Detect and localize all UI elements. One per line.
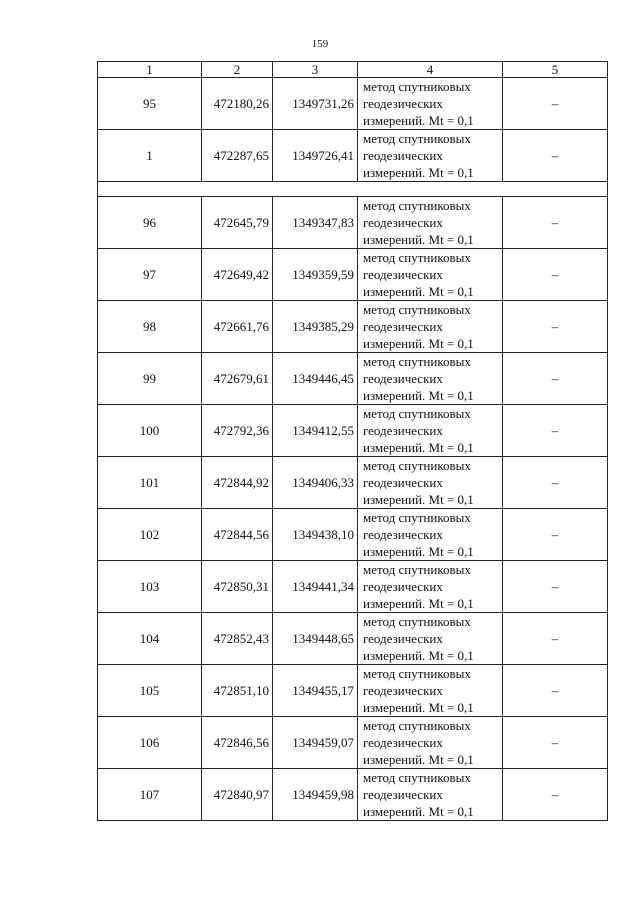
- method-cell: [358, 457, 503, 509]
- note-cell: –: [503, 561, 608, 613]
- table-row: [98, 613, 608, 665]
- point-number-cell: 97: [98, 249, 202, 301]
- method-line: измерений. Mt = 0,1: [363, 232, 474, 247]
- method-line: измерений. Mt = 0,1: [363, 596, 474, 611]
- x-coordinate-cell: 472850,31: [202, 561, 273, 613]
- point-number-cell: 103: [98, 561, 202, 613]
- method-line: метод спутниковых: [363, 198, 471, 213]
- y-coordinate-cell: 1349406,33: [273, 457, 358, 509]
- method-line: геодезических: [363, 631, 443, 646]
- table-row: [98, 561, 608, 613]
- method-line: метод спутниковых: [363, 666, 471, 681]
- y-coordinate-cell: 1349438,10: [273, 509, 358, 561]
- note-cell: –: [503, 130, 608, 182]
- table-body: [98, 78, 608, 821]
- method-line: метод спутниковых: [363, 302, 471, 317]
- table-row: [98, 130, 608, 182]
- y-coordinate-cell: 1349412,55: [273, 405, 358, 457]
- table-row: [98, 301, 608, 353]
- point-number-cell: 98: [98, 301, 202, 353]
- method-line: метод спутниковых: [363, 510, 471, 525]
- note-cell: –: [503, 717, 608, 769]
- x-coordinate-cell: 472645,79: [202, 197, 273, 249]
- method-cell: [358, 353, 503, 405]
- coordinates-table: [97, 61, 608, 821]
- method-cell: [358, 130, 503, 182]
- point-number-cell: 96: [98, 197, 202, 249]
- method-line: метод спутниковых: [363, 250, 471, 265]
- method-line: метод спутниковых: [363, 770, 471, 785]
- method-line: геодезических: [363, 683, 443, 698]
- method-line: метод спутниковых: [363, 406, 471, 421]
- table-row: [98, 78, 608, 130]
- y-coordinate-cell: 1349441,34: [273, 561, 358, 613]
- method-line: измерений. Mt = 0,1: [363, 752, 474, 767]
- y-coordinate-cell: 1349455,17: [273, 665, 358, 717]
- table-row: [98, 665, 608, 717]
- note-cell: –: [503, 613, 608, 665]
- point-number-cell: 100: [98, 405, 202, 457]
- note-cell: –: [503, 509, 608, 561]
- method-line: измерений. Mt = 0,1: [363, 648, 474, 663]
- table-row: [98, 457, 608, 509]
- point-number-cell: 102: [98, 509, 202, 561]
- method-line: измерений. Mt = 0,1: [363, 336, 474, 351]
- method-line: геодезических: [363, 371, 443, 386]
- table-header-row: [98, 62, 608, 78]
- method-line: измерений. Mt = 0,1: [363, 804, 474, 819]
- note-cell: –: [503, 405, 608, 457]
- point-number-cell: 95: [98, 78, 202, 130]
- method-line: метод спутниковых: [363, 79, 471, 94]
- x-coordinate-cell: 472287,65: [202, 130, 273, 182]
- method-line: метод спутниковых: [363, 131, 471, 146]
- method-line: метод спутниковых: [363, 614, 471, 629]
- method-line: геодезических: [363, 215, 443, 230]
- y-coordinate-cell: 1349359,59: [273, 249, 358, 301]
- table-row: [98, 717, 608, 769]
- method-line: метод спутниковых: [363, 354, 471, 369]
- method-line: геодезических: [363, 735, 443, 750]
- method-line: измерений. Mt = 0,1: [363, 544, 474, 559]
- method-line: геодезических: [363, 475, 443, 490]
- method-line: измерений. Mt = 0,1: [363, 113, 474, 128]
- table-row: [98, 353, 608, 405]
- method-line: измерений. Mt = 0,1: [363, 492, 474, 507]
- point-number-cell: 106: [98, 717, 202, 769]
- column-header-2: 2: [202, 62, 273, 78]
- y-coordinate-cell: 1349446,45: [273, 353, 358, 405]
- page-number: 159: [311, 38, 329, 50]
- method-line: геодезических: [363, 96, 443, 111]
- x-coordinate-cell: 472180,26: [202, 78, 273, 130]
- point-number-cell: 107: [98, 769, 202, 821]
- x-coordinate-cell: 472844,56: [202, 509, 273, 561]
- method-line: метод спутниковых: [363, 458, 471, 473]
- method-line: геодезических: [363, 787, 443, 802]
- x-coordinate-cell: 472852,43: [202, 613, 273, 665]
- y-coordinate-cell: 1349731,26: [273, 78, 358, 130]
- y-coordinate-cell: 1349726,41: [273, 130, 358, 182]
- method-line: геодезических: [363, 148, 443, 163]
- method-line: измерений. Mt = 0,1: [363, 284, 474, 299]
- y-coordinate-cell: 1349459,98: [273, 769, 358, 821]
- note-cell: –: [503, 353, 608, 405]
- table-row: [98, 197, 608, 249]
- method-line: измерений. Mt = 0,1: [363, 388, 474, 403]
- method-cell: [358, 509, 503, 561]
- x-coordinate-cell: 472840,97: [202, 769, 273, 821]
- y-coordinate-cell: 1349448,65: [273, 613, 358, 665]
- y-coordinate-cell: 1349385,29: [273, 301, 358, 353]
- column-header-1: 1: [98, 62, 202, 78]
- method-cell: [358, 78, 503, 130]
- method-line: измерений. Mt = 0,1: [363, 700, 474, 715]
- group-separator-row: [98, 182, 608, 197]
- method-line: геодезических: [363, 319, 443, 334]
- method-line: измерений. Mt = 0,1: [363, 165, 474, 180]
- note-cell: –: [503, 457, 608, 509]
- method-cell: [358, 301, 503, 353]
- y-coordinate-cell: 1349347,83: [273, 197, 358, 249]
- method-cell: [358, 717, 503, 769]
- method-cell: [358, 665, 503, 717]
- table-row: [98, 405, 608, 457]
- point-number-cell: 99: [98, 353, 202, 405]
- table-row: [98, 249, 608, 301]
- x-coordinate-cell: 472661,76: [202, 301, 273, 353]
- point-number-cell: 105: [98, 665, 202, 717]
- method-line: измерений. Mt = 0,1: [363, 440, 474, 455]
- x-coordinate-cell: 472679,61: [202, 353, 273, 405]
- method-cell: [358, 249, 503, 301]
- method-cell: [358, 769, 503, 821]
- table-row: [98, 769, 608, 821]
- method-cell: [358, 561, 503, 613]
- x-coordinate-cell: 472846,56: [202, 717, 273, 769]
- column-header-3: 3: [273, 62, 358, 78]
- note-cell: –: [503, 197, 608, 249]
- point-number-cell: 1: [98, 130, 202, 182]
- method-cell: [358, 613, 503, 665]
- method-line: геодезических: [363, 579, 443, 594]
- point-number-cell: 101: [98, 457, 202, 509]
- note-cell: –: [503, 78, 608, 130]
- method-line: геодезических: [363, 267, 443, 282]
- x-coordinate-cell: 472844,92: [202, 457, 273, 509]
- point-number-cell: 104: [98, 613, 202, 665]
- method-line: геодезических: [363, 527, 443, 542]
- x-coordinate-cell: 472649,42: [202, 249, 273, 301]
- note-cell: –: [503, 301, 608, 353]
- method-cell: [358, 197, 503, 249]
- column-header-4: 4: [358, 62, 503, 78]
- method-line: геодезических: [363, 423, 443, 438]
- method-line: метод спутниковых: [363, 562, 471, 577]
- y-coordinate-cell: 1349459,07: [273, 717, 358, 769]
- x-coordinate-cell: 472851,10: [202, 665, 273, 717]
- method-cell: [358, 405, 503, 457]
- note-cell: –: [503, 665, 608, 717]
- table-row: [98, 509, 608, 561]
- x-coordinate-cell: 472792,36: [202, 405, 273, 457]
- method-line: метод спутниковых: [363, 718, 471, 733]
- column-header-5: 5: [503, 62, 608, 78]
- note-cell: –: [503, 249, 608, 301]
- note-cell: –: [503, 769, 608, 821]
- group-separator-cell: [98, 182, 608, 197]
